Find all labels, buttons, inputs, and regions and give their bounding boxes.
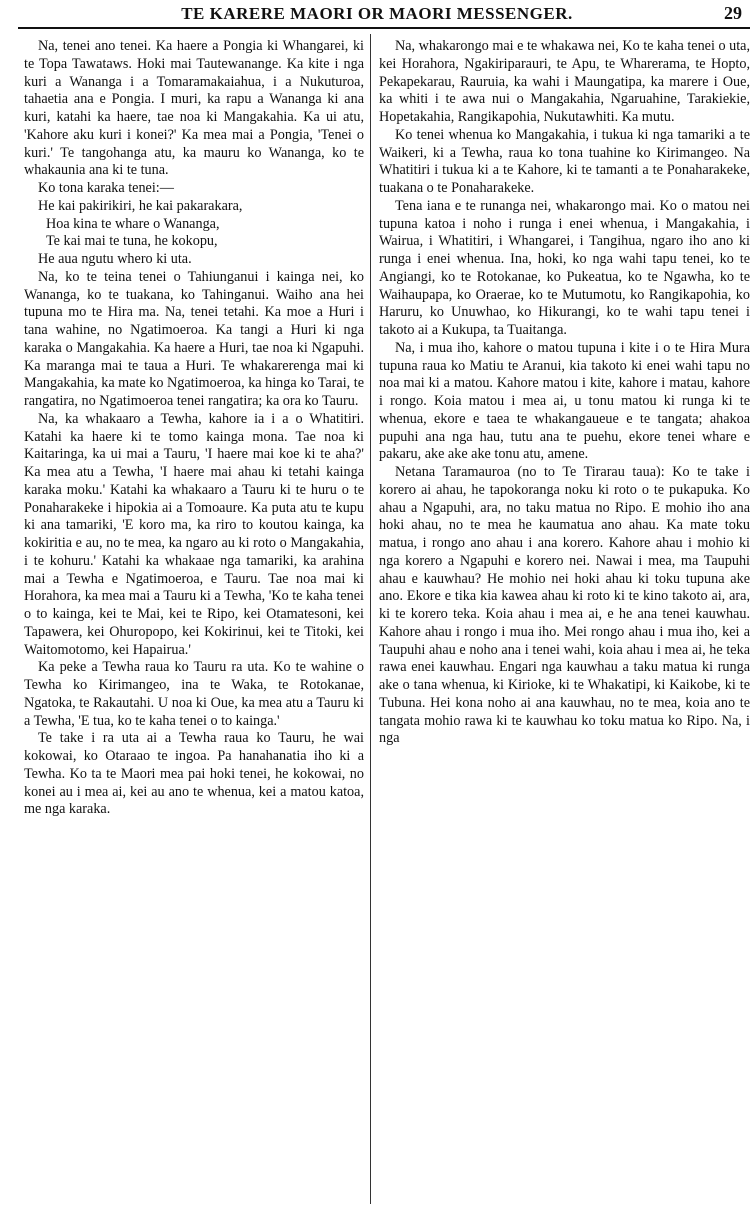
running-title: TE KARERE MAORI OR MAORI MESSENGER. <box>181 4 573 23</box>
left-column <box>24 38 364 1206</box>
paragraph: Na, ko te teina tenei o Tahiunganui i kainga nei, ko Wananga, ko te tuakana, ko Tahinganui. Waiho ana hei tupuna mo te Hira ma. Na, tenei tetahi. Ka moe a Huri i tana wahine, no Ngatimoeroa. Ka tangi a Huri ki nga karaka o Mangakahia. Ka haere a Huri, tae noa ki Ngapuhi. Ka maranga mai te taua a Huri. Te whakarerenga mai ki Mangakahia, ka mate ko Ngatimoeroa, ka hinga ko Tarai, te rangatira, no Ngatimoeroa tenei rangatira; ka ora ko Tauru. <box>24 268 364 409</box>
page-header <box>0 0 754 26</box>
column-divider <box>370 34 371 1204</box>
paragraph: Netana Taramauroa (no to Te Tirarau taua): Ko te take i korero ai ahau, he tapokoranga noku ki roto o te pukapuka. Ko ahau a Ngapuhi, ara, no taku matua no Ripo. E mohio iho ana hoki ahau, no te mea he kaumatua ano ahau. Ka mate toku matua, i rongo ano ahau i ana korero. Kahore ahau i mohio ki nga korero a Ngapuhi e korero nei. Nawai i mea, ma Taupuhi ahau e kauwhau? He mohio nei hoki ahau ki toku tupuna ake ano. Ekore e tika kia kawea ahau ki roto ki te kino takoto ai, ara, ki te korero teka. Koia ahau i mea ai, e he ana tenei kauwhau. Kahore ahau i rongo i mua iho. Mei rongo ahau i mua iho, kei a Taupuhi ahau e noho ana i tenei wahi, koia ahau i mea ai, he teka rawa enei kauwhau. Engari nga kauwhau a taku matua ki runga ake o tana whenua, ki Kirioke, ki te Whakatipi, ki Kaikobe, ki te Tubuna. Hei kona noho ai ana kauwhau, no te mea, koia ano te tangata mohio rawa ki te kauwhau ko toku matua ko Ripo. Na, i nga <box>379 464 750 747</box>
chant-line: Hoa kina te whare o Wananga, <box>46 215 220 232</box>
chant-line: He kai pakirikiri, he kai pakarakara, <box>38 197 243 214</box>
paragraph: Na, whakarongo mai e te whakawa nei, Ko te kaha tenei o uta, kei Horahora, Ngakiriparauri, te Apu, te Wharerama, te Hopto, Pekapekarau, Rauruia, ka wahi i Maungatipa, ka marere i Oue, ka whiti i te awa nui o Mangakahia, Ngaruahine, Tarakiekie, Hopetakahia, Rangikapohia, Nukutawhiti. Ka mutu. <box>379 38 750 125</box>
paragraph: Ko tona karaka tenei:— <box>38 180 174 196</box>
paragraph: Na, i mua iho, kahore o matou tupuna i kite i o te Hira Mura tupuna raua ko Matiu te Aranui, kia takoto ki enei wahi tapu no noa mai ki a matou. Kahore matou i kite, kahore i matau, kahore i rongo. Koia matou i mea ai, u tonu matou ki runga ki te whenua, ekore e taea te whakangaueue e te tangata; ahakoa pupuhi ana nga hau, tutu ana te puehu, ekore tenei whare e pakaru, ake ake ake tonu atu, amene. <box>379 339 750 463</box>
chant-line: He aua ngutu whero ki uta. <box>38 251 192 267</box>
page-number: 29 <box>724 3 742 23</box>
chant-verse <box>38 198 364 269</box>
paragraph: Ka peke a Tewha raua ko Tauru ra uta. Ko te wahine o Tewha ko Kirimangeo, ina te Waka, te Rotokanae, Ngatoka, te Rakautahi. U noa ki Oue, ka mea atu a Tauru ki a Tewha, 'E tua, ko te kaha tenei o to kainga.' <box>24 659 364 729</box>
paragraph: Na, tenei ano tenei. Ka haere a Pongia ki Whangarei, ki te Topa Tawataws. Hoki mai Tautewanange. Ka kite i nga kuri a Wananga i a Tomaramakaiahua, i a Nukuturoa, tahaetia ana e Pongia. I muri, ka rapu a Wananga ki ana kuri, katahi ka haere, tae noa ki Mangakahia. Ka ui atu, 'Kahore aku kuri i konei?' Ka mea mai a Pongia, 'Tenei o kuri.' Te tangohanga atu, ka mauru ko Wananga, ko te whakaunia ana ki te tuna. <box>24 38 364 179</box>
paragraph: Tena iana e te runanga nei, whakarongo mai. Ko o matou nei tupuna katoa i noho i runga i enei whenua, i Mangakahia, i Wairua, i Whatitiri, i Whangarei, i Tangihua, ngaro iho ano ki runga i enei whenua. Ina, hoki, ko nga wahi tapu tenei, ko te Angiangi, ko te Rotokanae, ko Pukeatua, ko te Ngawha, ko te Waihaupapa, ko Oraerae, ko te Mutumotu, ko Rangikapohia, ko Haruru, ko Unuwhao, ko Hikurangi, ko te wahi tapu tenei i takoto ai a Kukupa, ta Tuaitanga. <box>379 197 750 338</box>
chant-line: Te kai mai te tuna, he kokopu, <box>46 233 218 250</box>
header-rule <box>18 27 750 29</box>
paragraph: Na, ka whakaaro a Tewha, kahore ia i a o Whatitiri. Katahi ka haere ki te tomo kainga mona. Tae noa ki Kaitaringa, ka ui mai a Tauru, 'I haere mai koe ki te aha?' Ka mea atu a Tewha, 'I haere mai ahau ki tetahi kainga karaka moku.' Katahi ka whakaaro a Tauru ki te huru o te Ponaharakeke i hipokia ai a Tomoaure. Ka puta atu te kupu ki ana tamariki, 'E koro ma, ka riro to koutou kainga, ka kokiritia e au, no te mea, ka ngaro au ki roto o Mangakahia, i te kohuru.' Katahi ka whakaae nga tamariki, ka arahina mai a Tewha e Ngatimoeroa, e Tauru. Tae noa mai ki Horahora, ka mea mai a Tauru ki a Tewha, 'Ko te kaha tenei o to kainga, kei te Mai, kei te Ripo, kei Otamatesoni, kei Tapawera, kei Ohuropopo, kei Kokirinui, kei te Titoki, kei Waitomotomo, kei Hapairua.' <box>24 410 364 658</box>
paragraph: Ko tenei whenua ko Mangakahia, i tukua ki nga tamariki a te Waikeri, ki a Tewha, raua ko tona tuahine ko Kirimangeo. Na Whatitiri i tukua ki a te Kahore, ki te tamanti a te Ponaharakeke, tuakana o te Ponaharakeke. <box>379 126 750 196</box>
right-column <box>379 38 750 1206</box>
paragraph: Te take i ra uta ai a Tewha raua ko Tauru, he wai kokowai, ko Otaraao te ingoa. Pa hanahanatia iho ki a Tewha. Ko ta te Maori mea pai hoki tenei, he kokowai, no konei au i mea ai, kei au ano te whenua, kei a matou katoa, me nga karaka. <box>24 730 364 818</box>
